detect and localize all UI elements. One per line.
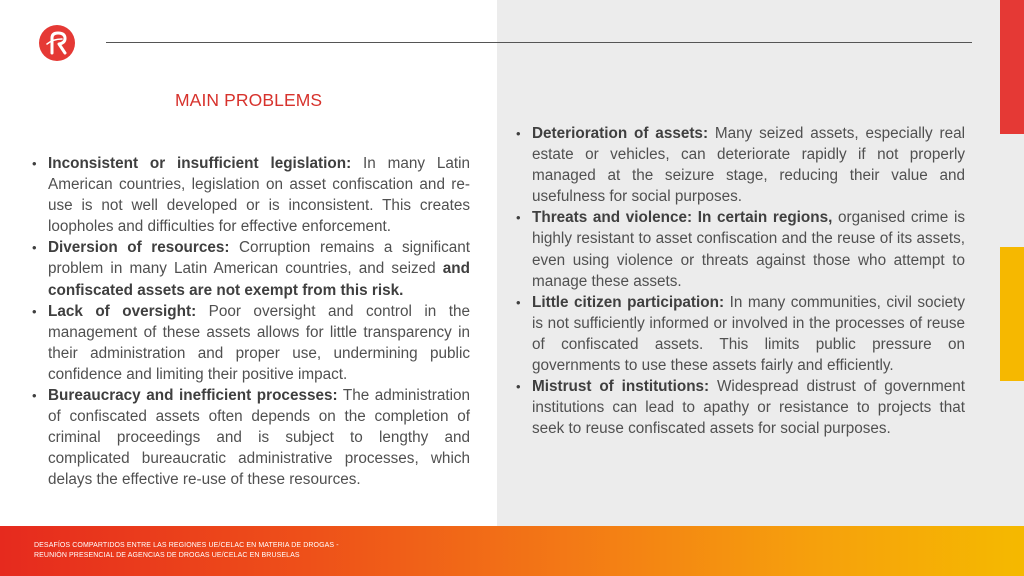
footer-text-line-1: DESAFÍOS COMPARTIDOS ENTRE LAS REGIONES UE/CELAC EN MATERIA DE DROGAS - — [34, 542, 339, 549]
bullet-icon: • — [516, 210, 521, 226]
bullet-icon: • — [32, 156, 37, 171]
problem-heading: Bureaucracy and inefficient processes: — [48, 387, 338, 405]
bullet-icon: • — [516, 379, 521, 395]
problem-item — [32, 153, 470, 237]
bullet-icon: • — [32, 388, 37, 404]
problem-heading: Lack of oversight: — [48, 302, 197, 320]
bullet-icon: • — [516, 126, 521, 141]
problem-emphasis: and confiscated assets are not exempt from this risk. — [48, 260, 470, 299]
problem-heading: Inconsistent or insufficient legislation: — [48, 155, 352, 172]
problem-heading: Diversion of resources: — [48, 239, 230, 257]
bullet-icon: • — [32, 240, 37, 256]
problem-description: Many seized assets, especially real estate or vehicles, can deteriorate rapidly if not properly managed at the seizure stage, reducing their value and usefulness for social purposes. — [532, 125, 966, 206]
problem-heading: Mistrust of institutions: — [532, 378, 710, 396]
problem-item — [516, 123, 965, 207]
problem-description: Corruption remains a significant problem in many Latin American countries, and seized — [48, 239, 471, 278]
problem-heading: Deterioration of assets: — [532, 125, 709, 142]
header-divider — [106, 42, 972, 43]
bullet-icon: • — [32, 303, 37, 319]
problem-item — [32, 385, 470, 490]
accent-bar-yellow — [1000, 247, 1024, 381]
problem-description: Poor oversight and control in the management of these assets allows for little transparency in their administration and proper use, undermining public confidence and limiting their positive impact. — [48, 302, 470, 383]
footer-bar — [0, 526, 1024, 576]
footer-text-line-2: REUNIÓN PRESENCIAL DE AGENCIAS DE DROGAS UE/CELAC EN BRUSELAS — [34, 552, 300, 559]
problem-item — [32, 301, 470, 385]
problem-description: In many Latin American countries, legislation on asset confiscation and re-use is not well developed or is inconsistent. This creates loopholes and difficulties for effective enforcement. — [48, 155, 470, 236]
problem-description: The administration of confiscated assets often depends on the completion of criminal proceedings and is subject to lengthy and complicated bureaucratic administrative processes, which delays the effective re-use of these resources. — [48, 387, 470, 489]
problem-heading: Threats and violence: In certain regions, — [532, 209, 833, 227]
right-problem-list — [516, 123, 965, 439]
problem-description: organised crime is highly resistant to asset confiscation and the reuse of its assets, even using violence or threats against those who attempt to manage these assets. — [532, 209, 966, 290]
bullet-icon: • — [516, 294, 521, 310]
accent-bar-red — [1000, 0, 1024, 134]
problem-item — [516, 207, 965, 291]
problem-description: Widespread distrust of government institutions can lead to apathy or resistance to projects that seek to reuse confiscated assets for social purposes. — [532, 378, 965, 438]
organisation-logo-icon — [38, 24, 76, 62]
left-problem-list — [32, 153, 470, 491]
problem-description: In many communities, civil society is not sufficiently informed or involved in the processes of reuse of confiscated assets. This limits public pressure on governments to use these assets fairly and efficiently. — [532, 293, 966, 375]
section-title: MAIN PROBLEMS — [175, 90, 323, 110]
problem-item — [32, 237, 470, 300]
problem-item — [516, 376, 965, 439]
problem-item — [516, 292, 965, 376]
problem-heading: Little citizen participation: — [532, 293, 725, 311]
